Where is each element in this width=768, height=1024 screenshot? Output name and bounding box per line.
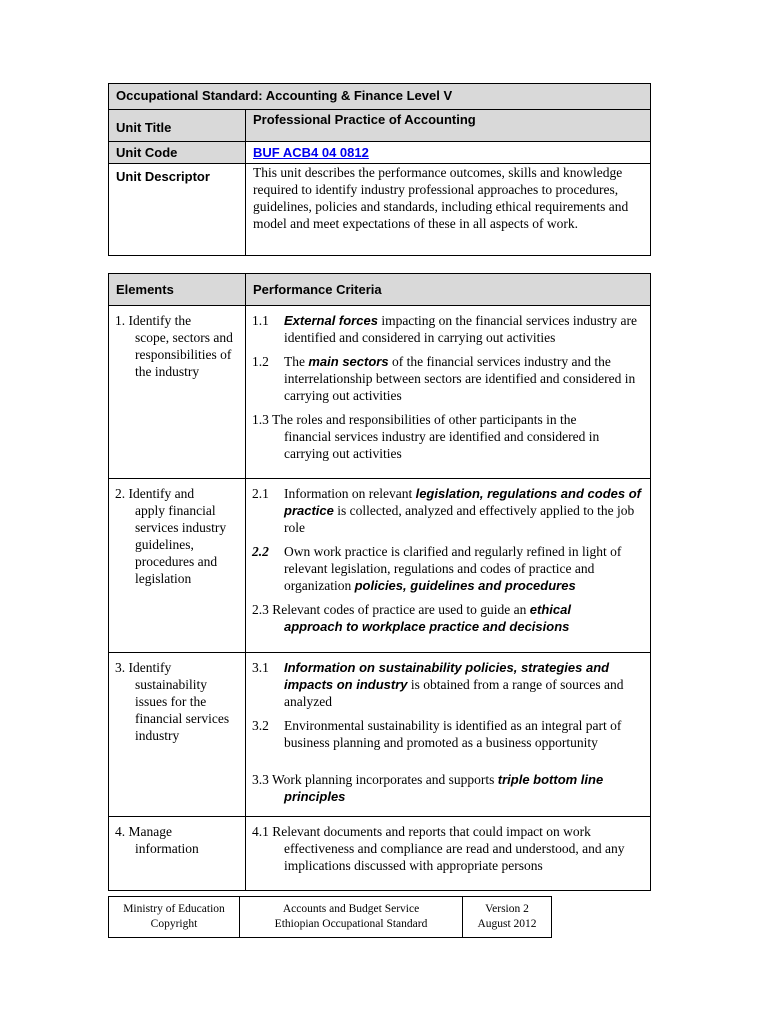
criterion-2-1: 2.1 Information on relevant legislation, regulations and codes of practice is collected, analyzed and effectively applied to the job role — [252, 486, 641, 535]
unit-code-cell — [246, 142, 651, 164]
criterion-4-1: 4.1 Relevant documents and reports that could impact on work effectiveness and compliance are read and understood, and any implications discussed with appropriate persons — [252, 824, 625, 873]
element-cell — [109, 817, 246, 891]
unit-info-table — [108, 83, 651, 256]
footer-version: Version 2 August 2012 — [463, 897, 552, 938]
elements-header: Elements — [109, 274, 246, 306]
unit-descriptor-label: Unit Descriptor — [109, 164, 246, 256]
element-description: information — [135, 841, 199, 856]
criteria-cell — [246, 653, 651, 817]
criterion-3-2: 3.2 Environmental sustainability is identified as an integral part of business planning and promoted as a business opportunity — [252, 718, 622, 750]
unit-code-label: Unit Code — [109, 142, 246, 164]
table-row — [109, 306, 651, 479]
criterion-2-2: 2.2 Own work practice is clarified and regularly refined in light of relevant legislation, regulations and codes of practice and organization policies, guidelines and procedures — [252, 544, 622, 593]
element-description: sustainability issues for the financial services industry — [135, 677, 230, 743]
footer-service: Accounts and Budget Service Ethiopian Occupational Standard — [240, 897, 463, 938]
criterion-1-3: 1.3 The roles and responsibilities of other participants in the financial services industry are identified and considered in carrying out activities — [252, 412, 600, 461]
criterion-1-1: 1.1 External forces impacting on the financial services industry are identified and considered in carrying out activities — [252, 313, 637, 345]
unit-descriptor-value: This unit describes the performance outcomes, skills and knowledge required to identify industry professional approaches to procedures, guidelines, policies and standards, including ethical requirements and model and meet expectations of these in all aspects of work. — [246, 164, 651, 256]
occupational-standard-title: Occupational Standard: Accounting & Finance Level V — [109, 84, 651, 110]
elements-criteria-table — [108, 273, 651, 891]
element-description: scope, sectors and responsibilities of the industry — [135, 330, 233, 379]
unit-title-value: Professional Practice of Accounting — [246, 110, 651, 142]
page-footer — [108, 896, 552, 938]
footer-ministry: Ministry of Education Copyright — [109, 897, 240, 938]
criterion-1-2: 1.2 The main sectors of the financial services industry and the interrelationship between sectors are identified and considered in carrying out activities — [252, 354, 636, 403]
element-heading: 2. Identify and — [115, 486, 195, 501]
element-cell — [109, 306, 246, 479]
criterion-3-3: 3.3 Work planning incorporates and supports triple bottom line principles — [252, 772, 604, 804]
element-cell — [109, 653, 246, 817]
table-row — [109, 817, 651, 891]
element-cell — [109, 479, 246, 653]
element-heading: 3. Identify — [115, 660, 172, 675]
element-heading: 1. Identify the — [115, 313, 192, 328]
table-row — [109, 653, 651, 817]
criterion-2-3: 2.3 Relevant codes of practice are used to guide an ethical approach to workplace practice and decisions — [252, 602, 571, 634]
element-heading: 4. Manage — [115, 824, 172, 839]
unit-title-label: Unit Title — [109, 110, 246, 142]
criteria-cell — [246, 817, 651, 891]
criteria-cell — [246, 306, 651, 479]
unit-code-link[interactable]: BUF ACB4 04 0812 — [253, 145, 369, 160]
criterion-3-1: 3.1 Information on sustainability policies, strategies and impacts on industry is obtained from a range of sources and analyzed — [252, 660, 624, 709]
criteria-cell — [246, 479, 651, 653]
element-description: apply financial services industry guidelines, procedures and legislation — [135, 503, 227, 586]
table-row — [109, 479, 651, 653]
performance-criteria-header: Performance Criteria — [246, 274, 651, 306]
